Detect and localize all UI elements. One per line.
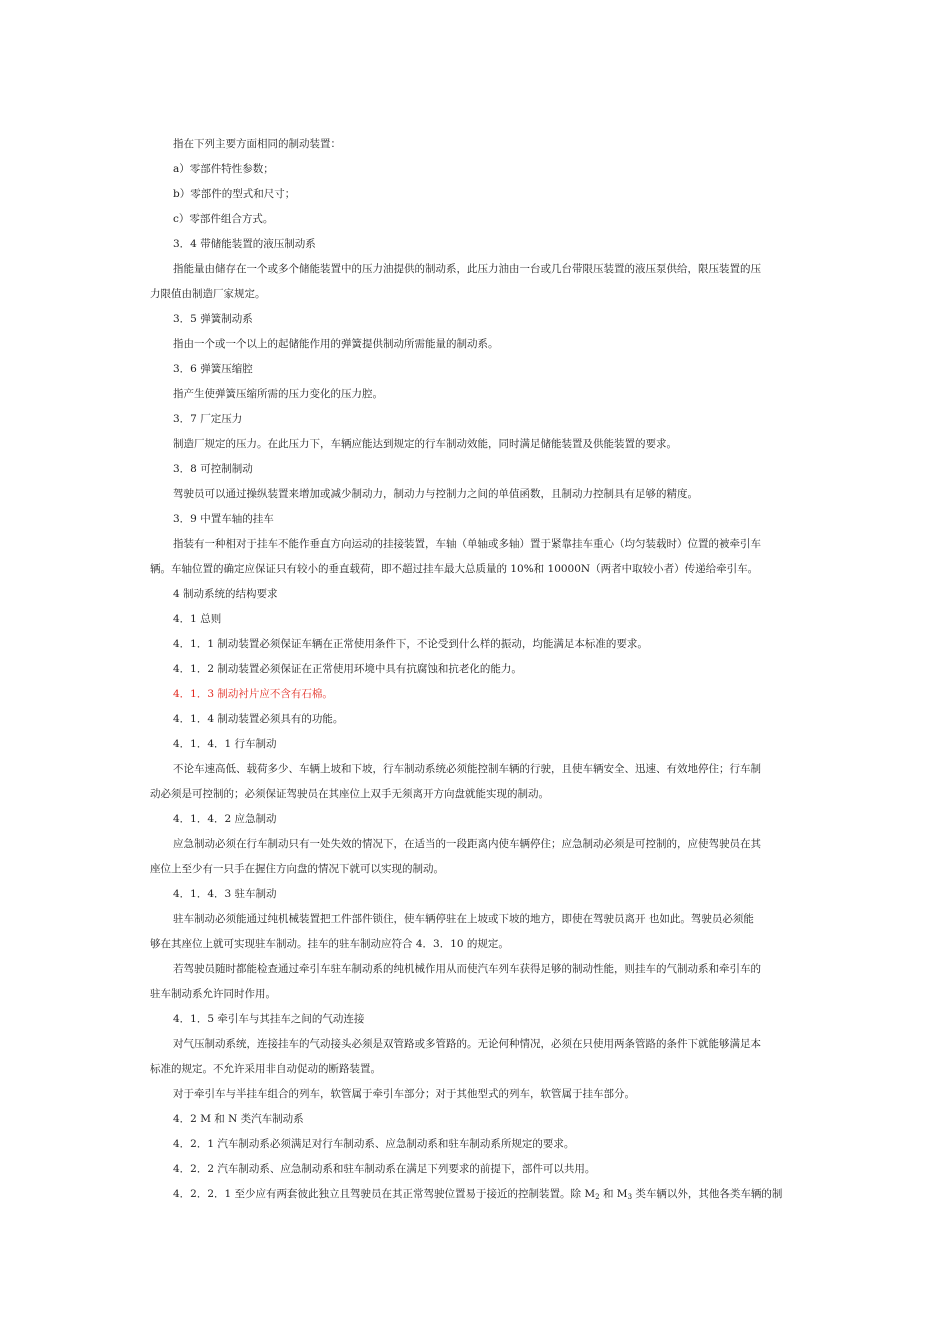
section-heading: 3．4 带储能装置的液压制动系 bbox=[173, 238, 316, 250]
text-line: 驻车制动系允许同时作用。 bbox=[150, 988, 276, 1000]
text-line: 辆。车轴位置的确定应保证只有较小的垂直载荷，即不超过挂车最大总质量的 10%和 10000N（两者中取较小者）传递给牵引车。 bbox=[150, 563, 759, 575]
clause-line bbox=[173, 1187, 782, 1204]
subscript: 2 bbox=[595, 1193, 600, 1201]
section-heading: 4．1．4．2 应急制动 bbox=[173, 813, 277, 825]
text-line: 对于牵引车与半挂车组合的列车，软管属于牵引车部分；对于其他型式的列车，软管属于挂车部分。 bbox=[173, 1088, 635, 1100]
section-heading: 4．1 总则 bbox=[173, 613, 222, 625]
text-line: 对气压制动系统，连接挂车的气动接头必须是双管路或多管路的。无论何种情况，必须在只使用两条管路的条件下就能够满足本 bbox=[173, 1038, 761, 1050]
text-line: 指由一个或一个以上的起储能作用的弹簧提供制动所需能量的制动系。 bbox=[173, 338, 499, 350]
text-line: 不论车速高低、载荷多少、车辆上坡和下坡，行车制动系统必须能控制车辆的行驶，且使车辆安全、迅速、有效地停住；行车制 bbox=[173, 763, 761, 775]
clause-text: 4．2．2．1 至少应有两套彼此独立且驾驶员在其正常驾驶位置易于接近的控制装置。除 M bbox=[173, 1188, 596, 1200]
text-line: 标准的规定。不允许采用非自动促动的断路装置。 bbox=[150, 1063, 381, 1075]
clause-line: 4．1．4 制动装置必须具有的功能。 bbox=[173, 713, 344, 725]
text-line: 若驾驶员随时都能检查通过牵引车驻车制动系的纯机械作用从而使汽车列车获得足够的制动性能，则挂车的气制动系和牵引车的 bbox=[173, 963, 761, 975]
text-line: 够在其座位上就可实现驻车制动。挂车的驻车制动应符合 4．3．10 的规定。 bbox=[150, 938, 509, 950]
section-heading: 3．7 厂定压力 bbox=[173, 413, 243, 425]
text-line: 制造厂规定的压力。在此压力下，车辆应能达到规定的行车制动效能，同时满足储能装置及供能装置的要求。 bbox=[173, 438, 677, 450]
text-line: 驻车制动必须能通过纯机械装置把工件部件锁住，使车辆停驻在上坡或下坡的地方，即使在驾驶员离开 也如此。驾驶员必须能 bbox=[173, 913, 754, 925]
section-heading: 4．1．4．3 驻车制动 bbox=[173, 888, 277, 900]
clause-text: 和 M bbox=[599, 1188, 628, 1200]
section-heading: 3．6 弹簧压缩腔 bbox=[173, 363, 253, 375]
section-heading: 4．1．4．1 行车制动 bbox=[173, 738, 277, 750]
section-heading: 3．9 中置车轴的挂车 bbox=[173, 513, 274, 525]
text-line: 动必须是可控制的；必须保证驾驶员在其座位上双手无须离开方向盘就能实现的制动。 bbox=[150, 788, 549, 800]
text-line: 座位上至少有一只手在握住方向盘的情况下就可以实现的制动。 bbox=[150, 863, 444, 875]
clause-line: 4．2．2 汽车制动系、应急制动系和驻车制动系在满足下列要求的前提下，部件可以共用。 bbox=[173, 1163, 596, 1175]
text-line: 驾驶员可以通过操纵装置来增加或减少制动力，制动力与控制力之间的单值函数，且制动力控制具有足够的精度。 bbox=[173, 488, 698, 500]
list-item: b）零部件的型式和尺寸； bbox=[173, 188, 296, 200]
section-heading: 3．5 弹簧制动系 bbox=[173, 313, 253, 325]
list-item: c）零部件组合方式。 bbox=[173, 213, 274, 225]
text-line: 指装有一种相对于挂车不能作垂直方向运动的挂接装置，车轴（单轴或多轴）置于紧靠挂车重心（均匀装载时）位置的被牵引车 bbox=[173, 538, 761, 550]
subscript: 3 bbox=[627, 1193, 633, 1201]
chapter-heading: 4 制动系统的结构要求 bbox=[173, 588, 278, 600]
clause-line: 4．1．1 制动装置必须保证车辆在正常使用条件下，不论受到什么样的振动，均能满足本标准的要求。 bbox=[173, 638, 648, 650]
text-line: 指产生使弹簧压缩所需的压力变化的压力腔。 bbox=[173, 388, 383, 400]
clause-line: 4．2．1 汽车制动系必须满足对行车制动系、应急制动系和驻车制动系所规定的要求。 bbox=[173, 1138, 575, 1150]
text-line: 力限值由制造厂家规定。 bbox=[150, 288, 266, 300]
clause-line: 4．1．2 制动装置必须保证在正常使用环境中具有抗腐蚀和抗老化的能力。 bbox=[173, 663, 522, 675]
list-item: a）零部件特性参数； bbox=[173, 163, 274, 175]
text-line: 指在下列主要方面相同的制动装置： bbox=[173, 138, 341, 150]
highlighted-clause: 4．1．3 制动衬片应不含有石棉。 bbox=[173, 688, 333, 700]
section-heading: 3．8 可控制制动 bbox=[173, 463, 253, 475]
section-heading: 4．2 M 和 N 类汽车制动系 bbox=[173, 1113, 304, 1125]
text-line: 应急制动必须在行车制动只有一处失效的情况下，在适当的一段距离内使车辆停住；应急制动必须是可控制的，应使驾驶员在其 bbox=[173, 838, 761, 850]
section-heading: 4．1．5 牵引车与其挂车之间的气动连接 bbox=[173, 1013, 365, 1025]
clause-text: 类车辆以外，其他各类车辆的制 bbox=[632, 1188, 783, 1200]
text-line: 指能量由储存在一个或多个储能装置中的压力油提供的制动系，此压力油由一台或几台带限压装置的液压泵供给，限压装置的压 bbox=[173, 263, 761, 275]
